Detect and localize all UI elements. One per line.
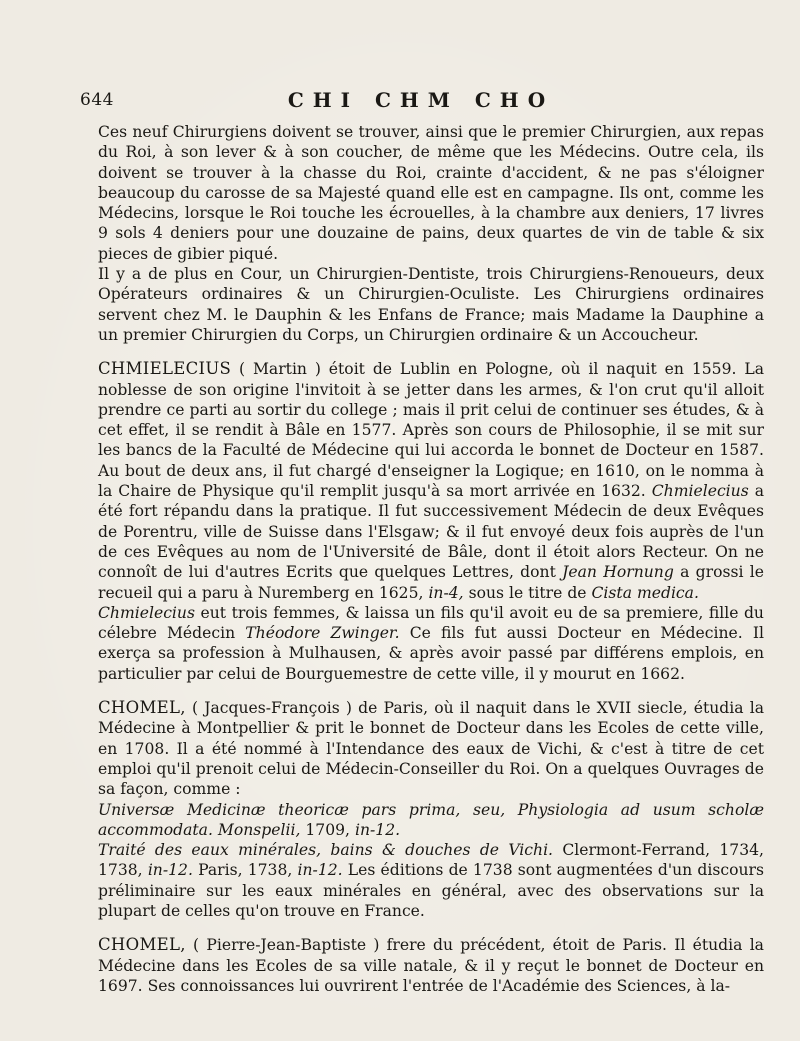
work-traite-eaux-vichi: Traité des eaux minérales, bains & douches de Vichi. Clermont-Ferrand, 1734, 1738, in-12. Paris, 1738, in-12. Les éditions de 1738 sont augmentées d'un discours préliminaire sur les eaux minérales en général, avec des observations sur la plupart de celles qu'on trouve en France. [98, 841, 764, 920]
paragraph-court-surgeons: Il y a de plus en Cour, un Chirurgien-Dentiste, trois Chirurgiens-Renoueurs, deux Opérateurs ordinaires & un Chirurgien-Oculiste. Les Chirurgiens ordinaires servent chez M. le Dauphin & les Enfans de France; mais Madame la Dauphine a un premier Chirurgien du Corps, un Chirurgien ordinaire & un Accoucheur. [98, 265, 764, 344]
running-head [78, 88, 764, 114]
entry-chomel-pierre-jean-baptiste: CHOMEL, ( Pierre-Jean-Baptiste ) frere du précédent, étoit de Paris. Il étudia la Médecine dans les Ecoles de sa ville natale, & il y reçut le bonnet de Docteur en 1697. Ses connoissances lui ouvrirent l'entrée de l'Académie des Sciences, à la- [98, 935, 764, 995]
text-body [98, 122, 764, 996]
running-title: CHI CHM CHO [287, 88, 555, 112]
entry-chomel-jacques-francois: CHOMEL, ( Jacques-François ) de Paris, où il naquit dans le XVII siecle, étudia la Médecine à Montpellier & prit le bonnet de Docteur dans les Ecoles de cette ville, en 1708. Il a été nommé à l'Intendance des eaux de Vichi, & c'est à titre de cet emploi qu'il prenoit celui de Médecin-Conseiller du Roi. On a quelques Ouvrages de sa façon, comme : [98, 698, 764, 799]
paragraph-surgeons-duties: Ces neuf Chirurgiens doivent se trouver, ainsi que le premier Chirurgien, aux repas du Roi, à son lever & à son coucher, de même que les Médecins. Outre cela, ils doivent se trouver à la chasse du Roi, crainte d'accident, & ne pas s'éloigner beaucoup du carosse de sa Majesté quand elle est en campagne. Ils ont, comme les Médecins, lorsque le Roi touche les écrouelles, à la chambre aux deniers, 17 livres 9 sols 4 deniers pour une douzaine de pains, deux quartes de vin de table & six pieces de gibier piqué. [98, 123, 764, 263]
entry-head-chmielecius: CHMIELECIUS [98, 359, 232, 379]
page-number: 644 [80, 90, 114, 110]
entry-chmielecius: CHMIELECIUS ( Martin ) étoit de Lublin en Pologne, où il naquit en 1559. La noblesse de son origine l'invitoit à se jetter dans les armes, & l'on crut qu'il alloit prendre ce parti au sortir du college ; mais il prit celui de continuer ses études, & à cet effet, il se rendit à Bâle en 1577. Après son cours de Philosophie, il se mit sur les bancs de la Faculté de Médecine qui lui accorda le bonnet de Docteur en 1587. Au bout de deux ans, il fut chargé d'enseigner la Logique; en 1610, on le nomma à la Chaire de Physique qu'il remplit jusqu'à sa mort arrivée en 1632. Chmielecius a été fort répandu dans la pratique. Il fut successivement Médecin de deux Evêques de Porentru, ville de Suisse dans l'Elsgaw; & il fut envoyé deux fois auprès de l'un de ces Evêques au nom de l'Université de Bâle, dont il étoit alors Recteur. On ne connoît de lui d'autres Ecrits que quelques Lettres, dont Jean Hornung a grossi le recueil qui a paru à Nuremberg en 1625, in-4, sous le titre de Cista medica. [98, 359, 764, 602]
entry-head-chomel-pjb: CHOMEL, [98, 935, 186, 955]
entry-head-chomel-jf: CHOMEL, [98, 698, 186, 718]
work-physiologia: Universæ Medicinæ theoricæ pars prima, seu, Physiologia ad usum scholæ accommodata. Monspelii, 1709, in-12. [98, 800, 764, 839]
entry-chmielecius-family: Chmielecius eut trois femmes, & laissa un fils qu'il avoit eu de sa premiere, fille du célebre Médecin Théodore Zwinger. Ce fils fut aussi Docteur en Médecine. Il exerça sa profession à Mulhausen, & après avoir passé par différens emplois, en particulier par celui de Bourguemestre de cette ville, il y mourut en 1662. [98, 603, 764, 683]
